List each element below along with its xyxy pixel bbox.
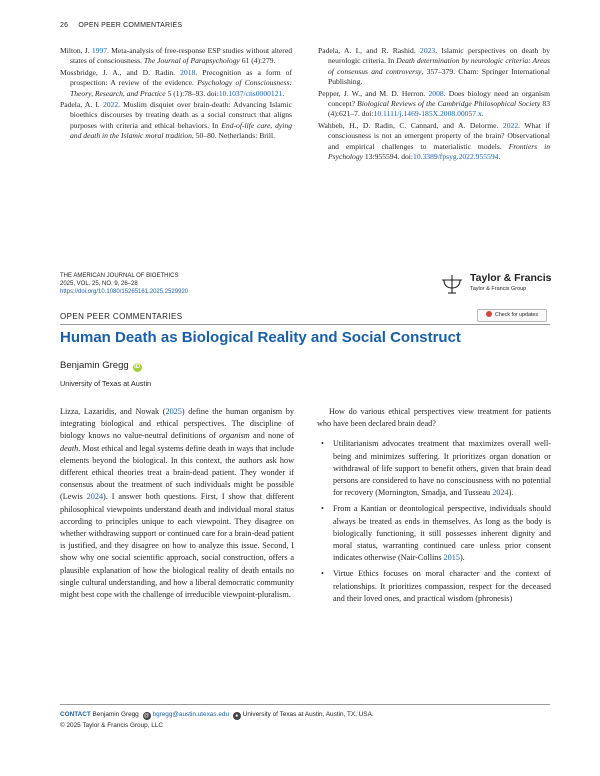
reference-item: Milton, J. 1997. Meta-analysis of free-response ESP studies without altered states of consciousness. The Journal of Parapsychology 61 (4):279.: [60, 46, 292, 66]
doi-link[interactable]: 10.1111/j.1469-185X.2008.00057.x: [373, 109, 482, 119]
email-icon: @: [143, 713, 150, 719]
doi-link[interactable]: 10.1037/cns0000121: [218, 88, 283, 98]
body-paragraph: Lizza, Lazaridis, and Nowak (2025) define the human organism by integrating biological and ethical perspectives. The discipline of biology knows no value-neutral definitions of organism and none of death. Most ethical and legal systems define death in ways that include elements beyond the biological. In this context, the authors ask how different ethical theories treat a brain-dead patient. They wonder if consensus about the treatment of such individuals might be possible (Lewis 2024). I answer both questions. First, I show that different philosophical viewpoints understand death and individual moral status according to principles unique to each viewpoint. They disagree on whether withdrawing support or continued care for a brain-dead patient is justified, and they disagree on how to analyze this issue. Second, I show why one social scientific approach, social construction, offers a plausible explanation of how the biological reality of death entails no single cultural understanding, and how a liberal democratic community might best cope with the challenge of irreducible viewpoint-pluralism.: [60, 407, 294, 600]
references-left-column: [60, 46, 292, 143]
citation-link[interactable]: 2025: [165, 407, 182, 416]
page-number: 26: [60, 22, 69, 29]
citation-link[interactable]: 2024: [86, 492, 104, 502]
check-for-updates-button[interactable]: [477, 309, 547, 322]
footer-divider: [60, 704, 550, 705]
journal-doi-link[interactable]: https://doi.org/10.1080/15265161.2025.2529920: [60, 289, 189, 295]
reference-year-link[interactable]: 2008: [428, 88, 444, 98]
check-updates-label: Check for updates: [495, 312, 538, 318]
reference-year-link[interactable]: 1997: [91, 46, 108, 55]
journal-info: [60, 272, 188, 296]
contact-email-link[interactable]: bgregg@austin.utexas.edu: [152, 711, 229, 718]
reference-item: Padela, A. I. 2022. Muslim disquiet over brain-death: Advancing Islamic bioethics discourses by treating death as a social construct that aligns purposes with criteria and ethical behaviors. In End-of-life care, dying and death in the Islamic moral tradition, 50–80. Netherlands: Brill.: [60, 100, 292, 141]
author-affiliation: University of Texas at Austin: [60, 379, 152, 388]
journal-name: THE AMERICAN JOURNAL OF BIOETHICS: [60, 273, 179, 279]
contact-label: CONTACT: [60, 711, 91, 718]
body-right-column: [317, 406, 551, 609]
journal-volume: 2025, VOL. 25, NO. 9, 26–28: [60, 281, 138, 287]
references-right-column: [318, 46, 550, 163]
list-item: • From a Kantian or deontological perspective, individuals should always be treated as ends in themselves. As long as the body is biologically functioning, it still possesses inherent dignity and moral status, warranting continued care unless prior consent indicates otherwise (Nair-Collins 2015).: [317, 503, 551, 564]
list-item: • Utilitarianism advocates treatment that maximizes overall well-being and minimizes suffering. It prioritizes organ donation or withdrawal of life support to benefit others, given that brain dead persons are considered to have no consciousness with no potential for recovery (Mornington, Smadja, and Tusseau 2024).: [317, 438, 551, 499]
list-item: • Virtue Ethics focuses on moral character and the context of relationships. It prioritizes compassion, respect for the deceased and their loved ones, and practical wisdom (phronesis): [317, 568, 551, 605]
body-paragraph: How do various ethical perspectives view treatment for patients who have been declared brain dead?: [317, 407, 551, 429]
running-header-label: OPEN PEER COMMENTARIES: [78, 22, 183, 29]
reference-year-link[interactable]: 2022: [502, 120, 519, 130]
citation-link[interactable]: 2015: [443, 553, 460, 563]
reference-item: Padela, A. I., and R. Rashid. 2023. Islamic perspectives on death by neurologic criteria. In Death determination by neurologic criteria: Areas of consensus and controversy, 357–379. Cham: Springer International Publishing.: [318, 46, 550, 87]
author-line: [60, 360, 142, 372]
citation-link[interactable]: 2024: [492, 488, 509, 498]
copyright: © 2025 Taylor & Francis Group, LLC: [60, 722, 163, 729]
reference-year-link[interactable]: 2023: [420, 46, 436, 55]
author-name[interactable]: Benjamin Gregg: [60, 360, 129, 371]
section-divider: [60, 324, 550, 325]
orcid-icon[interactable]: iD: [134, 364, 141, 370]
article-title: Human Death as Biological Reality and Social Construct: [60, 329, 461, 346]
reference-year-link[interactable]: 2022: [102, 100, 119, 110]
reference-year-link[interactable]: 2018: [180, 67, 196, 77]
running-header: [60, 22, 190, 29]
check-updates-icon: [486, 311, 492, 317]
contact-address: University of Texas at Austin, Austin, TX, USA.: [242, 711, 374, 718]
reference-item: Pepper, J. W., and M. D. Herron. 2008. Does biology need an organism concept? Biological Reviews of the Cambridge Philosophical Society 83 (4):621–7. doi:10.1111/j.1469-185X.2008.00057.x.: [318, 88, 551, 119]
reference-item: Mossbridge, J. A., and D. Radin. 2018. Precognition as a form of prospection: A review of the evidence. Psychology of Consciousness: Theory, Research, and Practice 5 (1):78–93. doi:10.1037/cns0000121.: [60, 67, 292, 98]
section-label: OPEN PEER COMMENTARIES: [60, 312, 183, 321]
publisher-name: Taylor & Francis: [470, 272, 552, 284]
contact-name: Benjamin Gregg: [92, 711, 139, 718]
reference-item: Wahbeh, H., D. Radin, C. Cannard, and A. Delorme. 2022. What if consciousness is not an emergent property of the brain? Observational and empirical challenges to materialistic models. Frontiers in Psychology 13:955594. doi:10.3389/fpsyg.2022.955594.: [318, 120, 550, 162]
body-left-column: [60, 406, 294, 601]
publisher-group: Taylor & Francis Group: [470, 286, 527, 292]
doi-link[interactable]: 10.3389/fpsyg.2022.955594: [413, 152, 499, 162]
footer-contact: [60, 711, 374, 720]
location-icon: ●: [233, 712, 241, 720]
